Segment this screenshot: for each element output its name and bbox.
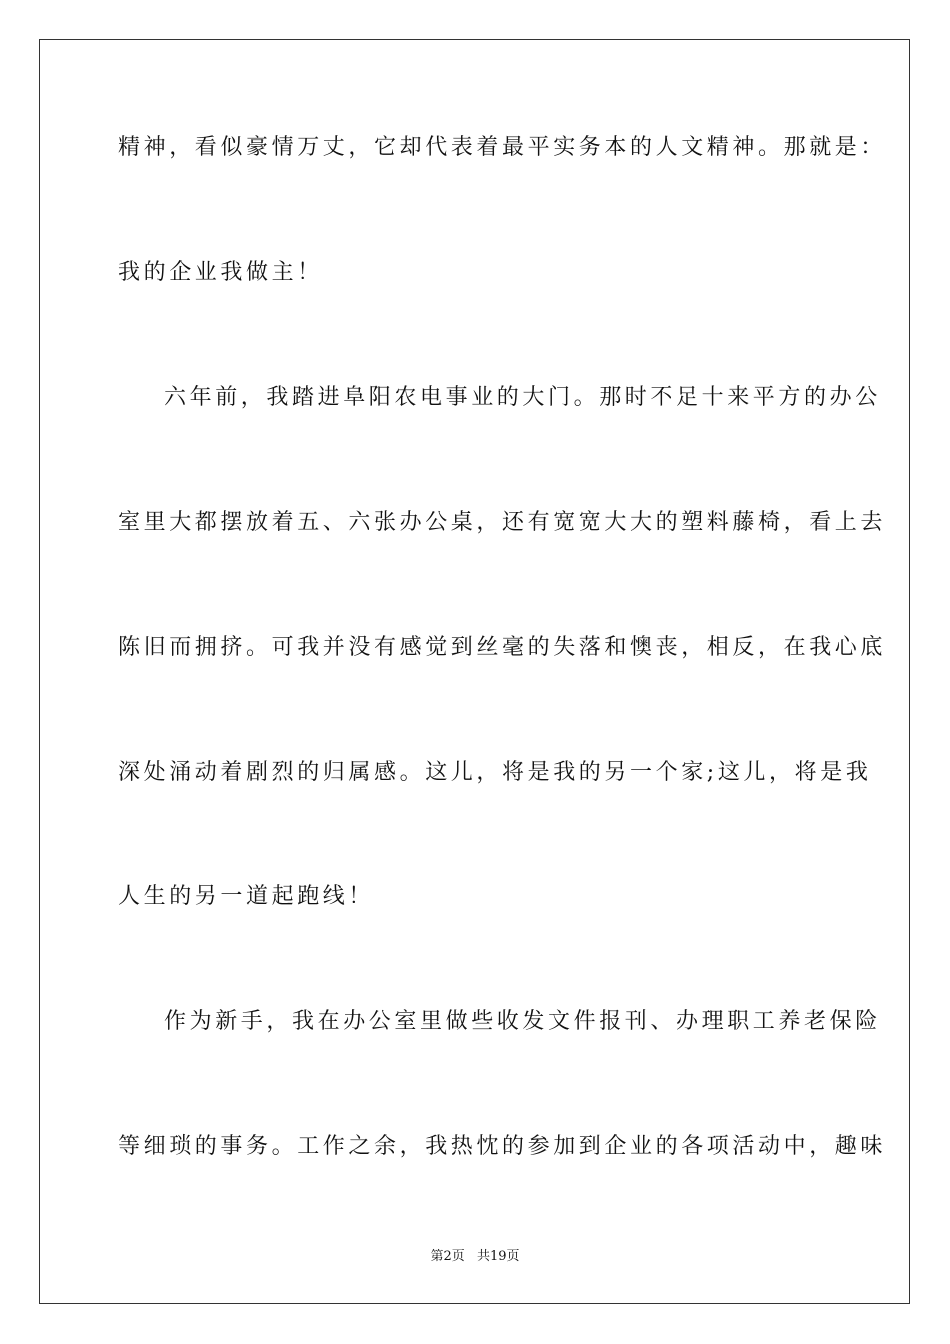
text-line: 我的企业我做主！ xyxy=(118,260,323,285)
page-footer xyxy=(0,1245,950,1264)
text-line: 精神，看似豪情万丈，它却代表着最平实务本的人文精神。那就是： xyxy=(118,135,887,160)
text-line: 深处涌动着剧烈的归属感。这儿，将是我的另一个家;这儿，将是我 xyxy=(118,760,872,785)
paragraph-start-line: 作为新手，我在办公室里做些收发文件报刊、办理职工养老保险 xyxy=(164,1009,881,1034)
text-line: 人生的另一道起跑线！ xyxy=(118,884,375,909)
text-line: 等细琐的事务。工作之余，我热忱的参加到企业的各项活动中，趣味 xyxy=(118,1134,887,1159)
total-pages: 共19页 xyxy=(476,1249,520,1264)
text-line: 陈旧而拥挤。可我并没有感觉到丝毫的失落和懊丧，相反，在我心底 xyxy=(118,635,887,660)
paragraph-start-line: 六年前，我踏进阜阳农电事业的大门。那时不足十来平方的办公 xyxy=(164,385,881,410)
text-line: 室里大都摆放着五、六张办公桌，还有宽宽大大的塑料藤椅，看上去 xyxy=(118,510,887,535)
page-number: 第2页 xyxy=(430,1249,465,1264)
page-frame xyxy=(39,39,910,1304)
